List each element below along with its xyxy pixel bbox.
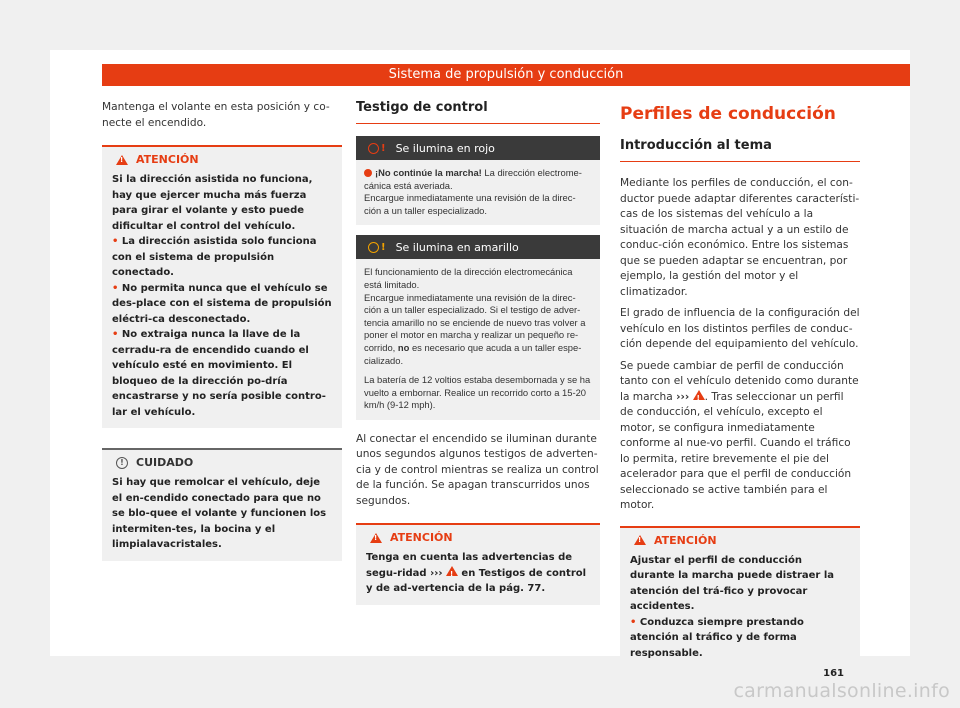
paragraph-1: Mediante los perfiles de conducción, el con-ductor puede adaptar diferentes característi-cas de los sistemas del vehículo a la situación de marcha actual y a un estilo de conduc-ción económico. Entre los sistemas que se pueden adaptar se encuentran, por ejemplo, la gestión del motor y el climatizador. <box>620 177 860 298</box>
warning-triangle-icon <box>446 566 458 576</box>
warning-label: ATENCIÓN <box>390 531 453 545</box>
paragraph-3-b: . Tras seleccionar un perfil de conducción, el vehículo, excepto el motor, se configura inmediatamente conforme al nue-vo perfil. Cuando el tráfico lo permita, retire brevemente el pie del acelerador para que el perfil de conducción seleccionado se active también para el motor. <box>620 390 852 511</box>
warning-triangle-icon[interactable] <box>693 390 705 400</box>
warning-box <box>356 523 600 605</box>
intro-paragraph: Mantenga el volante en esta posición y co-necte el encendido. <box>102 101 330 129</box>
steering-warning-amber-icon: ! <box>368 242 386 253</box>
warning-header <box>620 528 860 551</box>
lamp-red-label: Se ilumina en rojo <box>395 141 495 155</box>
warning-text: Ajustar el perfil de conducción durante la marcha puede distraer la atención del trá-fico y provocar accidentes. <box>630 554 835 612</box>
watermark: carmanualsonline.info <box>733 680 950 702</box>
cross-reference-link[interactable]: en Testigos de control y de ad-vertencia de la pág. 77. <box>366 567 587 595</box>
red-lamp-icon <box>364 169 372 177</box>
warning-bullet <box>112 327 332 420</box>
warning-header <box>356 525 600 548</box>
warning-triangle-icon <box>370 533 382 543</box>
lamp-amber-text: El funcionamiento de la dirección electromecánica está limitado. <box>364 266 573 290</box>
paragraph-3-a: Se puede cambiar de perfil de conducción tanto con el vehículo detenido como durante la marcha <box>620 359 859 403</box>
warning-header <box>102 147 342 170</box>
page-number: 161 <box>823 668 844 679</box>
lamp-red-block <box>356 136 600 225</box>
warning-body <box>620 551 860 670</box>
cross-reference-arrows: ››› <box>676 390 690 403</box>
warning-label: ATENCIÓN <box>136 153 199 166</box>
lamp-amber-block <box>356 235 600 420</box>
warning-text: Tenga en cuenta las advertencias de segu-ridad <box>366 552 573 579</box>
warning-bullet-text: No permita nunca que el vehículo se des-place con el sistema de propulsión eléctri-ca desconectado. <box>112 282 332 325</box>
warning-body <box>102 170 342 428</box>
warning-bullet-text: La dirección asistida solo funciona con el sistema de propulsión conectado. <box>112 236 317 278</box>
lamp-amber-text2 <box>364 292 592 368</box>
section-title: Testigo de control <box>356 100 600 124</box>
warning-bullet-text: Conduzca siempre prestando atención al tráfico y de forma responsable. <box>630 616 804 659</box>
cross-reference-arrows: ››› <box>430 567 443 579</box>
warning-label: ATENCIÓN <box>654 533 717 547</box>
lamp-red-bold: ¡No continúe la marcha! <box>375 167 482 178</box>
warning-bullet-text: No extraiga nunca la llave de la cerradu-ra de encendido cuando el vehículo esté en movimiento. El bloqueo de la dirección po-dría encastrarse y no sería posible contro-lar el vehículo. <box>112 329 326 418</box>
caution-header <box>102 450 342 473</box>
warning-bullet <box>112 234 332 281</box>
lamp-amber-label: Se ilumina en amarillo <box>395 240 519 254</box>
page-header: Sistema de propulsión y conducción <box>102 64 910 86</box>
lamp-amber-header <box>356 235 600 259</box>
bullet-icon: • <box>112 329 122 340</box>
bullet-icon: • <box>112 236 122 247</box>
lamp-amber-text2-bold: no <box>397 341 410 353</box>
paragraph-2: El grado de influencia de la configuración del vehículo en los distintos perfiles de conduc-ción depende del equipamiento del vehículo. <box>620 307 860 350</box>
warning-bullet <box>112 281 332 328</box>
lamp-red-text2: Encargue inmediatamente una revisión de la direc-ción a un taller especializado. <box>364 192 576 216</box>
warning-triangle-icon <box>634 535 646 545</box>
caution-body: Si hay que remolcar el vehículo, deje el en-cendido conectado para que no se blo-quee el volante y funcionen los intermiten-tes, la bocina y el limpialavacristales. <box>112 477 327 550</box>
warning-body <box>356 548 600 605</box>
column-left <box>102 100 342 561</box>
caution-circle-icon: ! <box>116 457 128 469</box>
bullet-icon: • <box>112 282 122 294</box>
chapter-title: Perfiles de conducción <box>620 104 836 124</box>
bullet-icon: • <box>630 616 640 628</box>
caution-box <box>102 448 342 561</box>
column-right <box>620 100 860 669</box>
lamp-red-text: La dirección electrome-cánica está averiada. <box>364 167 582 191</box>
body-paragraph: Al conectar el encendido se iluminan durante unos segundos algunos testigos de adverten-cia y de control mientras se realiza un control de la función. Se apagan transcurridos unos segundos. <box>356 432 599 507</box>
warning-bullet <box>630 615 850 662</box>
warning-text: Si la dirección asistida no funciona, hay que ejercer mucha más fuerza para girar el volante y esto puede dificultar el control del vehículo. <box>112 174 313 232</box>
column-middle <box>356 100 600 605</box>
paragraph-3 <box>620 359 860 514</box>
lamp-amber-text2b: es necesario que acuda a un taller espe-cializado. <box>364 341 582 366</box>
lamp-amber-text3: La batería de 12 voltios estaba desembornada y se ha vuelto a embornar. Realice un recorrido corto a 15-20 km/h (9-12 mph). <box>364 374 591 411</box>
section-subtitle: Introducción al tema <box>620 138 860 162</box>
lamp-amber-text2a: Encargue inmediatamente una revisión de la direc-ción a un taller especializado. Si el testigo de adver-tencia amarillo no se enciende de nuevo tras volver a poner el motor en marcha y realizar un pequeño re-corrido, <box>364 291 586 353</box>
warning-box <box>620 526 860 670</box>
lamp-red-header <box>356 136 600 160</box>
steering-warning-red-icon: ! <box>368 143 386 154</box>
warning-triangle-icon <box>116 155 128 165</box>
warning-box <box>102 145 342 428</box>
manual-page <box>50 50 910 679</box>
lamp-amber-body <box>356 259 600 420</box>
lamp-red-body <box>356 160 600 225</box>
caution-label: CUIDADO <box>136 456 194 469</box>
